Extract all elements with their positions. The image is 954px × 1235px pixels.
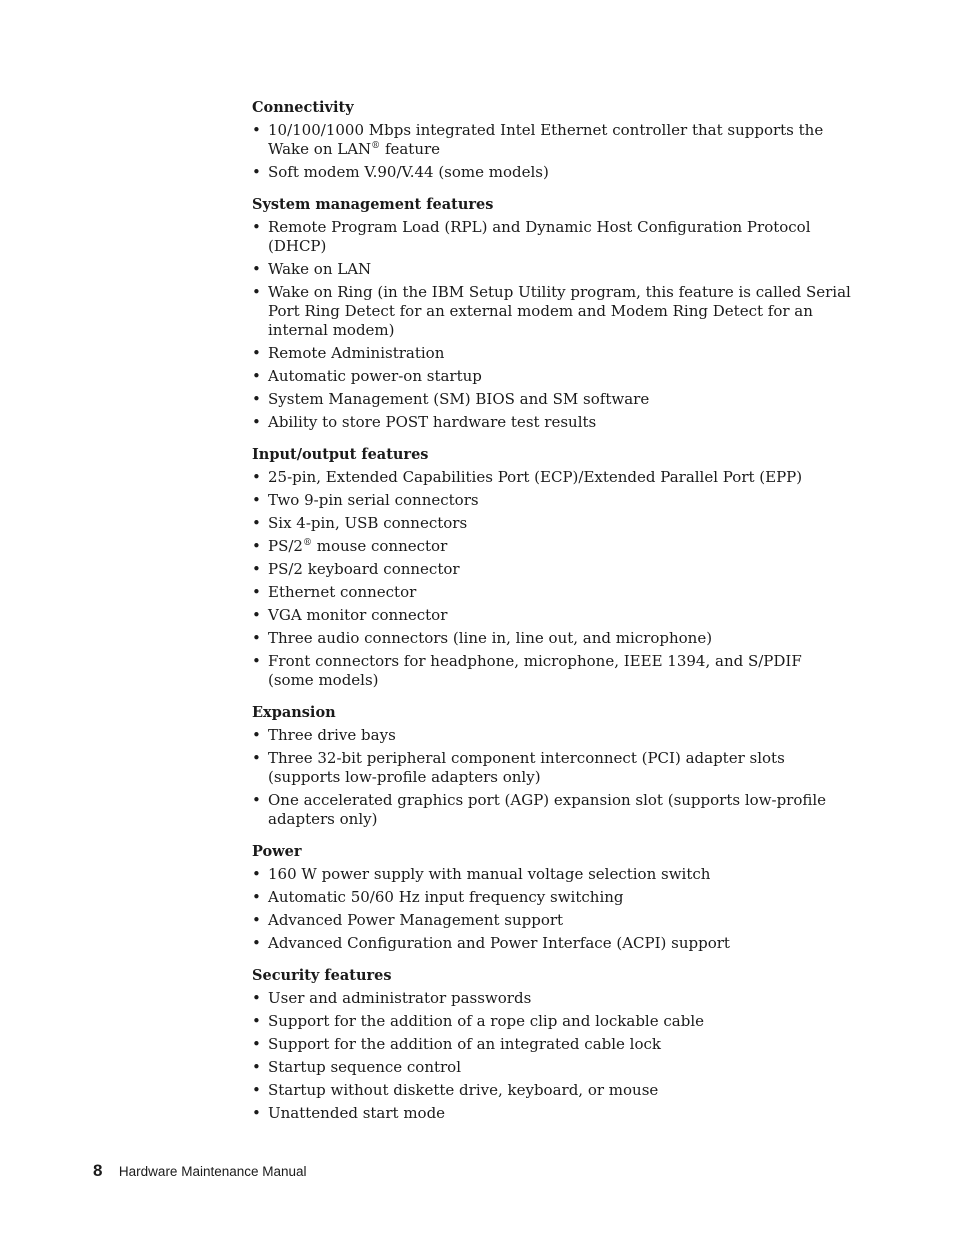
list-item-text: Advanced Configuration and Power Interface (ACPI) support bbox=[268, 934, 730, 952]
list-item-text: Three drive bays bbox=[268, 726, 396, 744]
list-item bbox=[252, 283, 852, 340]
list-item-text: Automatic 50/60 Hz input frequency switching bbox=[268, 888, 624, 906]
bullet-glyph: • bbox=[252, 1058, 261, 1076]
list-item bbox=[252, 1012, 852, 1031]
list-item bbox=[252, 491, 852, 510]
list-item bbox=[252, 652, 852, 690]
section-title: Security features bbox=[252, 967, 392, 984]
list-item-text: Soft modem V.90/V.44 (some models) bbox=[268, 163, 549, 181]
bullet-glyph: • bbox=[252, 1012, 261, 1030]
list-item bbox=[252, 413, 852, 432]
list-item bbox=[252, 514, 852, 533]
list-item bbox=[252, 260, 852, 279]
list-item bbox=[252, 344, 852, 363]
list-item-text: VGA monitor connector bbox=[268, 606, 448, 624]
list-item-text: Six 4-pin, USB connectors bbox=[268, 514, 468, 532]
page-number: 8 bbox=[93, 1161, 103, 1180]
list-item-text: Remote Administration bbox=[268, 344, 445, 362]
list-item bbox=[252, 989, 852, 1008]
document-body bbox=[252, 98, 852, 1136]
section-title: Input/output features bbox=[252, 446, 429, 463]
bullet-list bbox=[252, 218, 852, 432]
bullet-list bbox=[252, 121, 852, 182]
bullet-glyph: • bbox=[252, 468, 261, 486]
bullet-glyph: • bbox=[252, 344, 261, 362]
bullet-glyph: • bbox=[252, 390, 261, 408]
list-item-text: Wake on Ring (in the IBM Setup Utility program, this feature is called Serial Port Ring Detect for an external modem and Modem Ring Detect for an internal modem) bbox=[268, 283, 851, 339]
list-item-text-suffix: mouse connector bbox=[311, 537, 448, 555]
bullet-glyph: • bbox=[252, 283, 261, 301]
list-item bbox=[252, 1058, 852, 1077]
list-item bbox=[252, 537, 852, 556]
bullet-glyph: • bbox=[252, 989, 261, 1007]
list-item bbox=[252, 865, 852, 884]
section-input-output bbox=[252, 445, 852, 690]
bullet-glyph: • bbox=[252, 934, 261, 952]
bullet-glyph: • bbox=[252, 260, 261, 278]
bullet-list bbox=[252, 726, 852, 829]
bullet-list bbox=[252, 989, 852, 1123]
registered-mark: ® bbox=[302, 538, 312, 548]
bullet-glyph: • bbox=[252, 888, 261, 906]
list-item bbox=[252, 1035, 852, 1054]
list-item-text: PS/2 keyboard connector bbox=[268, 560, 460, 578]
bullet-glyph: • bbox=[252, 514, 261, 532]
list-item bbox=[252, 163, 852, 182]
list-item bbox=[252, 367, 852, 386]
bullet-glyph: • bbox=[252, 1035, 261, 1053]
bullet-glyph: • bbox=[252, 749, 261, 767]
section-title: Expansion bbox=[252, 704, 336, 721]
bullet-glyph: • bbox=[252, 413, 261, 431]
list-item bbox=[252, 934, 852, 953]
bullet-glyph: • bbox=[252, 652, 261, 670]
section-title: Power bbox=[252, 843, 302, 860]
list-item-text: Ethernet connector bbox=[268, 583, 417, 601]
list-item bbox=[252, 1081, 852, 1100]
list-item-text: 160 W power supply with manual voltage selection switch bbox=[268, 865, 711, 883]
bullet-glyph: • bbox=[252, 583, 261, 601]
list-item-text: Startup without diskette drive, keyboard, or mouse bbox=[268, 1081, 659, 1099]
bullet-glyph: • bbox=[252, 1081, 261, 1099]
list-item-text: Startup sequence control bbox=[268, 1058, 462, 1076]
list-item-text: Three 32-bit peripheral component interconnect (PCI) adapter slots (supports low-profile adapters only) bbox=[268, 749, 785, 786]
bullet-glyph: • bbox=[252, 163, 261, 181]
section-expansion bbox=[252, 703, 852, 829]
list-item-text: Unattended start mode bbox=[268, 1104, 446, 1122]
list-item-text: Support for the addition of an integrated cable lock bbox=[268, 1035, 662, 1053]
list-item-text: Automatic power-on startup bbox=[268, 367, 482, 385]
list-item-text: One accelerated graphics port (AGP) expansion slot (supports low-profile adapters only) bbox=[268, 791, 827, 828]
bullet-glyph: • bbox=[252, 491, 261, 509]
list-item bbox=[252, 583, 852, 602]
list-item bbox=[252, 606, 852, 625]
bullet-glyph: • bbox=[252, 1104, 261, 1122]
list-item-text: System Management (SM) BIOS and SM software bbox=[268, 390, 650, 408]
list-item-text: Three audio connectors (line in, line out, and microphone) bbox=[268, 629, 713, 647]
bullet-glyph: • bbox=[252, 791, 261, 809]
bullet-glyph: • bbox=[252, 218, 261, 236]
list-item bbox=[252, 560, 852, 579]
section-security bbox=[252, 966, 852, 1123]
list-item bbox=[252, 390, 852, 409]
list-item-text: User and administrator passwords bbox=[268, 989, 532, 1007]
bullet-glyph: • bbox=[252, 865, 261, 883]
manual-title: Hardware Maintenance Manual bbox=[118, 1164, 307, 1179]
list-item-text: Two 9-pin serial connectors bbox=[268, 491, 479, 509]
bullet-list bbox=[252, 468, 852, 690]
list-item-text-suffix: feature bbox=[380, 140, 441, 158]
bullet-glyph: • bbox=[252, 629, 261, 647]
list-item bbox=[252, 218, 852, 256]
section-connectivity bbox=[252, 98, 852, 182]
section-system-management bbox=[252, 195, 852, 432]
list-item bbox=[252, 749, 852, 787]
list-item bbox=[252, 1104, 852, 1123]
bullet-glyph: • bbox=[252, 726, 261, 744]
list-item bbox=[252, 888, 852, 907]
list-item bbox=[252, 791, 852, 829]
bullet-glyph: • bbox=[252, 367, 261, 385]
list-item-text: Wake on LAN bbox=[268, 260, 372, 278]
list-item-text: 25-pin, Extended Capabilities Port (ECP)/Extended Parallel Port (EPP) bbox=[268, 468, 803, 486]
list-item-text: PS/2 bbox=[268, 537, 303, 555]
list-item bbox=[252, 911, 852, 930]
list-item-text: 10/100/1000 Mbps integrated Intel Ethernet controller that supports the Wake on LAN bbox=[268, 121, 824, 158]
bullet-glyph: • bbox=[252, 606, 261, 624]
bullet-list bbox=[252, 865, 852, 953]
bullet-glyph: • bbox=[252, 911, 261, 929]
list-item bbox=[252, 468, 852, 487]
registered-mark: ® bbox=[371, 141, 381, 151]
bullet-glyph: • bbox=[252, 537, 261, 555]
list-item-text: Ability to store POST hardware test results bbox=[268, 413, 597, 431]
list-item bbox=[252, 629, 852, 648]
list-item-text: Front connectors for headphone, microphone, IEEE 1394, and S/PDIF (some models) bbox=[268, 652, 802, 689]
list-item-text: Advanced Power Management support bbox=[268, 911, 564, 929]
list-item bbox=[252, 726, 852, 745]
bullet-glyph: • bbox=[252, 121, 261, 139]
page-footer bbox=[93, 1161, 307, 1181]
section-title: System management features bbox=[252, 196, 494, 213]
list-item bbox=[252, 121, 852, 159]
list-item-text: Support for the addition of a rope clip and lockable cable bbox=[268, 1012, 704, 1030]
list-item-text: Remote Program Load (RPL) and Dynamic Host Configuration Protocol (DHCP) bbox=[268, 218, 811, 255]
section-title: Connectivity bbox=[252, 99, 354, 116]
section-power bbox=[252, 842, 852, 953]
bullet-glyph: • bbox=[252, 560, 261, 578]
